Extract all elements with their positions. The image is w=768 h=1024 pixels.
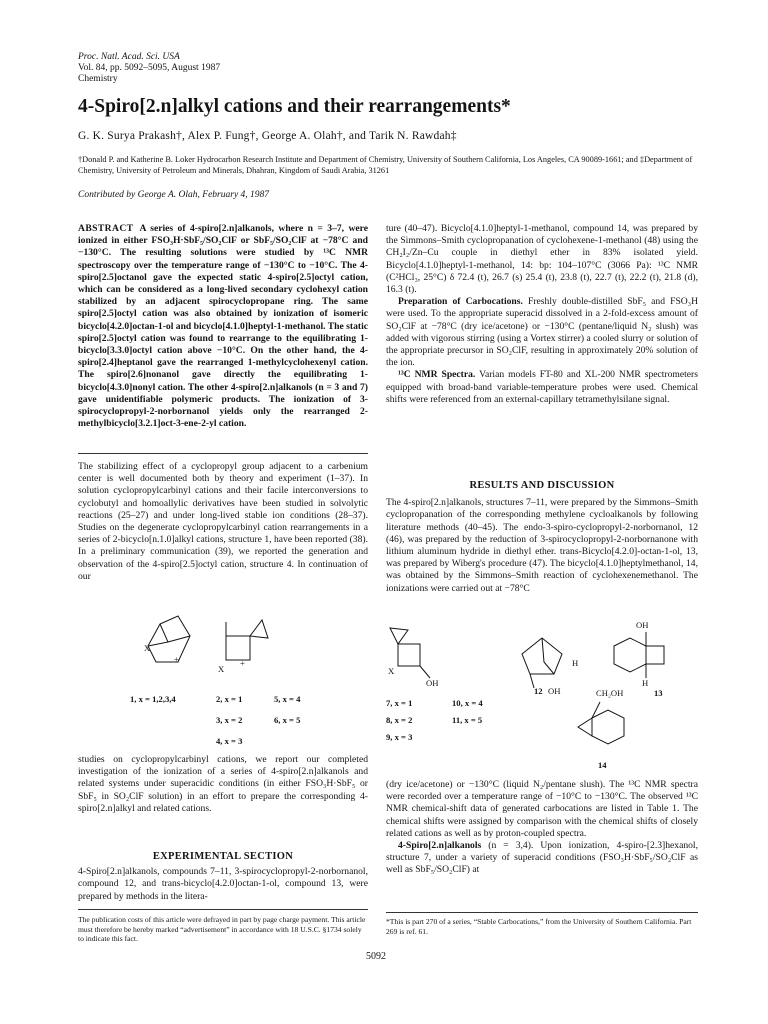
structure-1-plus: + (174, 654, 179, 664)
structure-label-8: 8, x = 2 (386, 715, 413, 725)
methods-right-column (386, 223, 698, 406)
results-section (386, 480, 698, 595)
experimental-text: 4-Spiro[2.n]alkanols, compounds 7–11, 3-spirocyclopropyl-2-norbornanol, compound 12, and trans-bicyclo[4.2.0]octan-1-ol, compound 13, were prepared by methods in the litera- (78, 866, 368, 902)
journal-name: Proc. Natl. Acad. Sci. USA (78, 52, 180, 62)
intro-continued: studies on cyclopropylcarbinyl cations, we report our completed investigation of the ionization of a series of 4-spiro[2.n]alkanols and related systems under superacidic conditions (in either FSO₃H·SbF₅ or SbF₅ in SO₂ClF solution) in an effort to prepare the corresponding 4-spiro[2.n]alkyl and related cations. (78, 754, 368, 814)
footnote-series: *This is part 270 of a series, “Stable Carbocations,” from the University of Southern California. Part 269 is ref. 61. (386, 917, 692, 936)
experimental-heading: EXPERIMENTAL SECTION (152, 851, 294, 862)
structure-label-14: 14 (598, 760, 607, 770)
structure-2-ring (226, 636, 250, 660)
structure-13-h: H (642, 678, 649, 688)
prep-label: Preparation of Carbocations. (398, 296, 523, 308)
structure-2-cyclopropane (250, 620, 268, 638)
structure-14-ring (592, 710, 624, 744)
structure-drawings-right (386, 618, 698, 778)
prep-paragraph (386, 296, 698, 369)
structure-label-1: 1, x = 1,2,3,4 (130, 694, 176, 704)
journal-volume: Vol. 84, pp. 5092–5095, August 1987 (78, 63, 221, 73)
structure-7-ring (398, 644, 420, 666)
structure-label-9: 9, x = 3 (386, 732, 413, 742)
structure-7-oh-bond (420, 666, 430, 678)
spiro-subsection-text: (n = 3,4). Upon ionization, 4-spiro-[2.3]hexanol, structure 7, under a variety of superacid conditions (FSO₃H·SbF₅/SO₂ClF as well as SbF₅/SO₂ClF) at (386, 840, 698, 876)
structure-7-cyclopropane (390, 628, 408, 644)
structure-1-bond (168, 636, 190, 642)
structure-label-11: 11, x = 5 (452, 715, 483, 725)
structure-label-2: 2, x = 1 (216, 694, 243, 704)
nmr-label: ¹³C NMR Spectra. (398, 369, 476, 381)
structure-7-x: X (388, 666, 395, 676)
structure-drawings-left (78, 606, 368, 686)
structure-13-cyclobutane (646, 646, 664, 664)
experimental-section (78, 851, 368, 903)
footnote-divider-right (386, 912, 698, 913)
structure-label-13: 13 (654, 688, 663, 698)
page-number: 5092 (366, 951, 386, 962)
prep-text: Freshly double-distilled SbF₅ and FSO₃H were used. To the appropriate superacid dissolved in a 2-fold-excess amount of SO₂ClF at −78°C (dry ice/acetone) or −130°C (pentane/liquid N₂ slush) was added with vigorous stirring (using a Vortex stirrer) a cooled slurry or solution of the appropriate precursor in SO₂ClF, resulting in approximately 20% solution of the ion. (386, 296, 699, 369)
results-text: The 4-spiro[2.n]alkanols, structures 7–11, were prepared by the Simmons–Smith cyclopropanation of the corresponding methylene cycloalkanols by following literature methods (40–45). The endo-3-spiro-cyclopropyl-2-norbornanol, 12 (46), was prepared by the reduction of 3-spirocyclopropyl-2-norbornanone with lithium aluminum hydride in diethyl ether. trans-Bicyclo[4.2.0]-octan-1-ol, 13, was prepared by Wiberg's procedure (47). The bicyclo[4.1.0]heptylmethanol, 14, was obtained by the Simmons–Smith reaction of cyclohexenemethanol. The ionizations were carried out at −78°C (386, 497, 698, 594)
methods-text: ture (40–47). Bicyclo[4.1.0]heptyl-1-methanol, compound 14, was prepared by the Simmons–Smith cyclopropanation of cyclohexene-1-methanol (48) using the CH₂I₂/Zn–Cu couple in diethyl ether in 83% isolated yield. Bicyclo[4.1.0]heptyl-1-methanol, 14: bp: 104–107°C (3066 Pa): ¹³C NMR (C²HCl₃, 25°C) δ 72.4 (t), 26.7 (s) 25.4 (t), 23.8 (t), 22.7 (t), 22.2 (t), 21.8 (d), 16.3 (t). (386, 223, 698, 296)
structure-label-7: 7, x = 1 (386, 698, 413, 708)
journal-section: Chemistry (78, 74, 118, 84)
structure-14-cyclopropane (578, 718, 592, 736)
author-list: G. K. Surya Prakash†, Alex P. Fung†, George A. Olah†, and Tarik N. Rawdah‡ (78, 130, 457, 142)
structure-label-3: 3, x = 2 (216, 715, 243, 725)
structure-label-5: 5, x = 4 (274, 694, 301, 704)
intro-paragraph: The stabilizing effect of a cyclopropyl group adjacent to a carbenium center is well documented both by theory and experiment (1–37). In solution cyclopropylcarbinyl cations and their facile interconversions to cyclobutyl and homoallylic derivatives have been studied in solvolytic reactions (25–27) and under long-lived stable ion conditions (28–37). Studies on the degenerate cyclopropylcarbinyl cation rearrangements in a series of 2-bicyclo[n.1.0]alkyl cations, structure 1, have been reported (38). In a preliminary communication (39), we reported the generation and observation of the 4-spiro[2.5]octyl cation, structure 4. In continuation of our (78, 461, 368, 582)
abstract (78, 223, 368, 430)
structure-label-6: 6, x = 5 (274, 715, 301, 725)
abstract-divider (78, 453, 368, 454)
structure-12-h: H (572, 658, 579, 668)
spiro-subsection-label: 4-Spiro[2.n]alkanols (398, 840, 482, 852)
structure-12-oh: OH (548, 686, 561, 696)
results-continued (386, 779, 698, 877)
structures-left (78, 606, 368, 754)
spiro-subsection (386, 840, 698, 877)
contributed-by: Contributed by George A. Olah, February 4, 1987 (78, 190, 270, 200)
paper-title: 4-Spiro[2.n]alkyl cations and their rearrangements* (78, 96, 511, 117)
structure-2-plus: + (240, 658, 245, 668)
structure-13-ring (614, 638, 646, 672)
results-heading: RESULTS AND DISCUSSION (469, 480, 615, 491)
journal-header (78, 52, 220, 85)
structure-label-4: 4, x = 3 (216, 736, 243, 746)
structure-label-12: 12 (534, 686, 543, 696)
structure-13-oh: OH (636, 620, 649, 630)
structures-right (386, 618, 698, 778)
abstract-text: A series of 4-spiro[2.n]alkanols, where n = 3–7, were ionized in either FSO₃H·SbF₅/SO₂ClF or SbF₅/SO₂ClF at −78°C and −130°C. The resulting solutions were studied by ¹³C NMR spectroscopy over the temperature range of −130°C to −10°C. The 4-spiro[2.5]octanol gave the expected static 4-spiro[2.5]octyl cation, which can be considered as a long-lived secondary cyclohexyl cation stabilized by an adjacent spirocyclopropane ring. The same spiro[2.5]octyl cation was also obtained by ionization of isomeric bicyclo[4.2.0]octan-1-ol and bicyclo[4.1.0]heptyl-1-methanol. The static spiro[2.5]octyl cation was found to rearrange to the equilibrating 1-bicyclo[3.3.0]octyl cation above −10°C. On the other hand, the 4-spiro[2.4]heptanol gave the rearranged 1-methylcyclohexenyl cation. The spiro[2.6]nonanol gave directly the equilibrating 1-bicyclo[4.3.0]nonyl cation. The other 4-spiro[2.n]alkanols (n = 3 and 7) gave unidentifiable polymeric products. The ionization of 3-spirocyclopropyl-2-norbornanol yields only the rearranged 2-methylbicyclo[3.2.1]oct-3-ene-2-yl cation. (78, 223, 369, 430)
structure-14-ch2oh: CH₂OH (596, 688, 624, 698)
structure-label-10: 10, x = 4 (452, 698, 483, 708)
structure-2-x: X (218, 664, 225, 674)
structure-1-x: X (144, 643, 151, 653)
structure-1-ring (148, 616, 190, 662)
nmr-paragraph (386, 369, 698, 406)
footnote-publication-costs: The publication costs of this article were defrayed in part by page charge payment. This article must therefore be hereby marked “advertisement” in accordance with 18 U.S.C. §1734 solely to indicate this fact. (78, 915, 366, 944)
abstract-label: ABSTRACT (78, 223, 134, 234)
nmr-text: Varian models FT-80 and XL-200 NMR spectrometers equipped with broad-band variable-temperature probes were used. Chemical shifts were referenced from an external-capillary tetramethylsilane signal. (386, 369, 698, 405)
affiliation: †Donald P. and Katherine B. Loker Hydrocarbon Research Institute and Department of Chemistry, University of Southern California, Los Angeles, CA 90089-1661; and ‡Department of Chemistry, University of Petroleum and Minerals, Dhahran, Kingdom of Saudi Arabia, 31261 (78, 155, 693, 175)
footnote-divider-left (78, 909, 368, 910)
results-continued-text: (dry ice/acetone) or −130°C (liquid N₂/pentane slush). The ¹³C NMR spectra were recorded over a temperature range of −10°C to −130°C. The observed ¹³C NMR chemical-shift data of generated carbocations are listed in Table 1. The chemical shifts were assigned by comparison with the chemical shifts of closely related cations as well as by proton-coupled spectra. (386, 779, 698, 839)
structure-7-oh: OH (426, 678, 439, 688)
